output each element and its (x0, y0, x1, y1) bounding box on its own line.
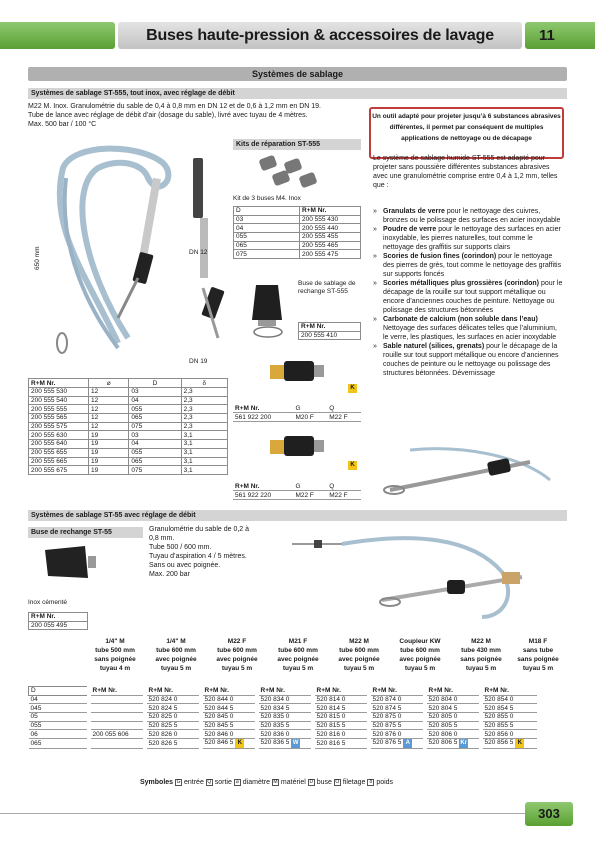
list-item: » Carbonate de calcium (non soluble dans l’eau) Nettoyage des surfaces délicates telles que l’aluminium, le verre, les plastiques, les surfaces en acier inoxydable (373, 315, 563, 342)
buse-table (28, 612, 88, 630)
col-header: R+M Nr. (481, 687, 537, 696)
variant-header: M22 F tube 600 mm avec poignée tuyau 5 m (216, 638, 258, 672)
badge: W (292, 740, 299, 747)
st555-description (28, 102, 368, 129)
abrasive-list (373, 207, 563, 378)
col-header: R+M Nr. (300, 207, 361, 216)
table-row: 06 200 055 606 520 826 0 520 846 0 520 836 0 520 816 0 520 876 0 520 806 0 520 856 0 (29, 730, 537, 739)
adapter-image (268, 430, 328, 460)
kit-label: Kit de 3 buses M4. Inox (233, 195, 301, 202)
table-row: 200 555 555 12 055 2,3 (29, 405, 228, 414)
table-row: 05 520 825 0 520 845 0 520 835 0 520 815 0 520 875 0 520 805 0 520 855 0 (29, 713, 537, 722)
desc-line: Tube 500 / 600 mm. (149, 544, 212, 551)
symbol-icon: D (309, 778, 314, 785)
table-row: 200 555 575 12 075 2,3 (29, 422, 228, 431)
col-header: Q (327, 482, 361, 491)
col-header: R+M Nr. (233, 404, 293, 413)
spare-label: Buse de sablage de rechange ST-555 (298, 280, 356, 295)
col-header: R+M Nr. (29, 379, 89, 388)
symbol-label: buse (316, 779, 332, 786)
table-row: 065 200 555 465 (234, 241, 361, 250)
footer-rule (0, 813, 560, 814)
symbol-icon: Q (207, 778, 212, 785)
desc-line: M22 M. Inox. Granulométrie du sable de 0,4 à 0,8 mm en DN 12 et de 0,6 à 1,2 mm en DN 19. (28, 103, 321, 110)
kits-title: Kits de réparation ST-555 (233, 139, 361, 150)
list-item: » Scories de fusion fines (corindon) pour le nettoyage des pierres de grès, tout comme le nettoyage des graffitis sur supports foncés (373, 252, 563, 279)
symbol-label: entrée (183, 779, 204, 786)
table-row: 200 055 495 (29, 621, 88, 630)
col-header: R+M Nr. (89, 687, 145, 696)
st55-nozzle-image (40, 542, 100, 586)
variant-header: 1/4" M tube 500 mm sans poignée tuyau 4 m (94, 638, 136, 672)
desc-line: Sans ou avec poignée. (149, 562, 221, 569)
st55-lance-image (272, 522, 567, 630)
symbols-label: Symboles (140, 779, 174, 786)
col-header: R+M Nr. (257, 687, 313, 696)
list-item: » Poudre de verre pour le nettoyage des surfaces en acier inoxydable, les pierres naturelles, tout comme le nettoyage des graffitis sur supports clairs (373, 225, 563, 252)
section-title: Systèmes de sablage (28, 67, 567, 81)
desc-line: 0,8 mm. (149, 535, 175, 542)
adapter-image (268, 355, 328, 385)
spare-table (298, 322, 361, 340)
table-row: 075 200 555 475 (234, 250, 361, 259)
col-header: R+M Nr. (313, 687, 369, 696)
col-header: Q (327, 404, 361, 413)
variant-header: M22 M tube 430 mm sans poignée tuyau 5 m (460, 638, 502, 672)
st555-table (28, 378, 228, 475)
desc-line: Tube de lance avec réglage de débit d’air (dosage du sable), livré avec tuyau de 4 mètres. (28, 112, 308, 119)
dimension-label: 650 mm (34, 246, 41, 270)
variant-header: Coupleur KW tube 600 mm avec poignée tuyau 5 m (399, 638, 441, 672)
col-header: G (293, 404, 327, 413)
symbol-icon: ⌀ (235, 778, 239, 785)
symbol-label: poids (376, 779, 394, 786)
col-header: D (234, 207, 300, 216)
spare-nozzle-image (238, 280, 296, 342)
badge-k: K (348, 384, 357, 393)
table-row: 561 922 200 M20 F M22 F (233, 413, 361, 422)
dn12-label: DN 12 (189, 249, 208, 256)
st55-description (149, 525, 269, 579)
buse-st55-title: Buse de rechange ST-55 (28, 527, 143, 538)
variant-header: 1/4" M tube 600 mm avec poignée tuyau 5 m (155, 638, 197, 672)
symbol-icon: M (273, 778, 278, 785)
desc-line: Max. 200 bar (149, 571, 190, 578)
chapter-number: 11 (525, 22, 595, 49)
table-row: 200 555 665 19 065 3,1 (29, 457, 228, 466)
inox-label: Inox cémenté (28, 599, 68, 606)
table-row: 04 520 824 0 520 844 0 520 834 0 520 814 0 520 874 0 520 804 0 520 854 0 (29, 695, 537, 704)
symbol-icon: δ (367, 779, 374, 786)
table-row: 065 520 826 5 520 846 5 K 520 836 5 W 520 816 5 520 876 5 A 520 806 5 Kr 520 856 5 K (29, 739, 537, 749)
adapter1-table (233, 404, 361, 422)
page-header (0, 22, 595, 49)
table-row: 200 555 640 19 04 3,1 (29, 440, 228, 449)
desc-line: Granulométrie du sable de 0,2 à (149, 526, 250, 533)
symbol-label: diamètre (242, 779, 271, 786)
table-row: 200 555 675 19 075 3,1 (29, 466, 228, 475)
table-row: 200 555 410 (299, 331, 361, 340)
symbol-icon: O (335, 778, 340, 785)
subsection-st55-title: Systèmes de sablage ST-55 avec réglage de débit (28, 510, 567, 521)
col-header: R+M Nr. (233, 482, 293, 491)
col-header: R+M Nr. (29, 613, 88, 622)
symbol-label: filetage (342, 779, 366, 786)
col-header: ⌀ (89, 379, 129, 388)
desc-line: Max. 500 bar / 100 °C (28, 121, 97, 128)
info-intro: Le système de sablage humide ST-555 est adapté pour projeter sans poussière différentes substances abrasives avec une granulométrie comprise entre 0,4 à 1,2 mm, telles que : (373, 155, 558, 189)
nozzle-kit-image (255, 152, 335, 190)
table-row: 200 555 530 12 03 2,3 (29, 388, 228, 397)
table-row: 200 555 565 12 065 2,3 (29, 414, 228, 423)
col-header: δ (181, 379, 227, 388)
list-item: » Granulats de verre pour le nettoyage des cuivres, bronzes ou le polissage des surfaces en acier inoxydable (373, 207, 563, 225)
col-header: D (129, 379, 181, 388)
table-row: 055 520 825 5 520 845 5 520 835 5 520 815 5 520 875 5 520 805 5 520 855 5 (29, 721, 537, 730)
header-green-tab-left (0, 22, 115, 49)
symbol-label: sortie (214, 779, 232, 786)
list-item: » Sable naturel (silices, grenats) pour le décapage de la rouille sur tout support métallique ou encore d’anciennes couches de peinture ou le nettoyage ou polissage des structures bétonnées. Dévernissage (373, 342, 563, 378)
subsection-st555-title: Systèmes de sablage ST-555, tout inox, avec réglage de débit (28, 88, 567, 99)
badge: Kr (460, 740, 468, 747)
col-header: D (29, 687, 89, 696)
variant-header: M18 F sans tube sans poignée tuyau 5 m (517, 638, 559, 672)
badge: A (403, 739, 412, 748)
dn19-label: DN 19 (189, 358, 208, 365)
col-header: R+M Nr. (145, 687, 201, 696)
st55-variants-table (28, 686, 537, 749)
page-number: 303 (525, 802, 573, 826)
table-row: 200 555 655 19 055 3,1 (29, 448, 228, 457)
table-row: 055 200 555 455 (234, 233, 361, 242)
table-row: 200 555 630 19 03 3,1 (29, 431, 228, 440)
col-header: R+M Nr. (425, 687, 481, 696)
table-row: 04 200 555 440 (234, 224, 361, 233)
symbol-icon: G (176, 778, 181, 785)
page-title: Buses haute-pression & accessoires de lavage (118, 22, 522, 49)
table-row: 561 922 220 M22 F M22 F (233, 491, 361, 500)
table-row: 045 520 824 5 520 844 5 520 834 5 520 814 5 520 874 5 520 804 5 520 854 5 (29, 704, 537, 713)
sandblast-lance-image (380, 440, 560, 502)
col-header: R+M Nr. (201, 687, 257, 696)
badge: K (515, 739, 524, 748)
table-row: 03 200 555 430 (234, 215, 361, 224)
col-header: R+M Nr. (299, 323, 361, 332)
badge: K (235, 739, 244, 748)
variant-header: M22 M tube 600 mm avec poignée tuyau 5 m (338, 638, 380, 672)
variant-header: M21 F tube 600 mm avec poignée tuyau 5 m (277, 638, 319, 672)
list-item: » Scories métalliques plus grossières (corindon) pour le décapage de la rouille sur tout support métallique ou encore d’anciennes couches de peinture. Nettoyage ou polissage des structures bétonnées (373, 279, 563, 315)
badge-k: K (348, 461, 357, 470)
info-highlight-box: Un outil adapté pour projeter jusqu’à 6 substances abrasives différentes, il permet par conséquent de multiples applications de nettoyage ou de décapage (369, 107, 564, 159)
table-row: 200 555 540 12 04 2,3 (29, 396, 228, 405)
adapter2-table (233, 482, 361, 500)
col-header: R+M Nr. (369, 687, 425, 696)
desc-line: Tuyau d’aspiration 4 / 5 mètres. (149, 553, 247, 560)
symbol-label: matériel (280, 779, 306, 786)
symbols-legend (140, 778, 540, 787)
kits-table (233, 206, 361, 259)
col-header: G (293, 482, 327, 491)
